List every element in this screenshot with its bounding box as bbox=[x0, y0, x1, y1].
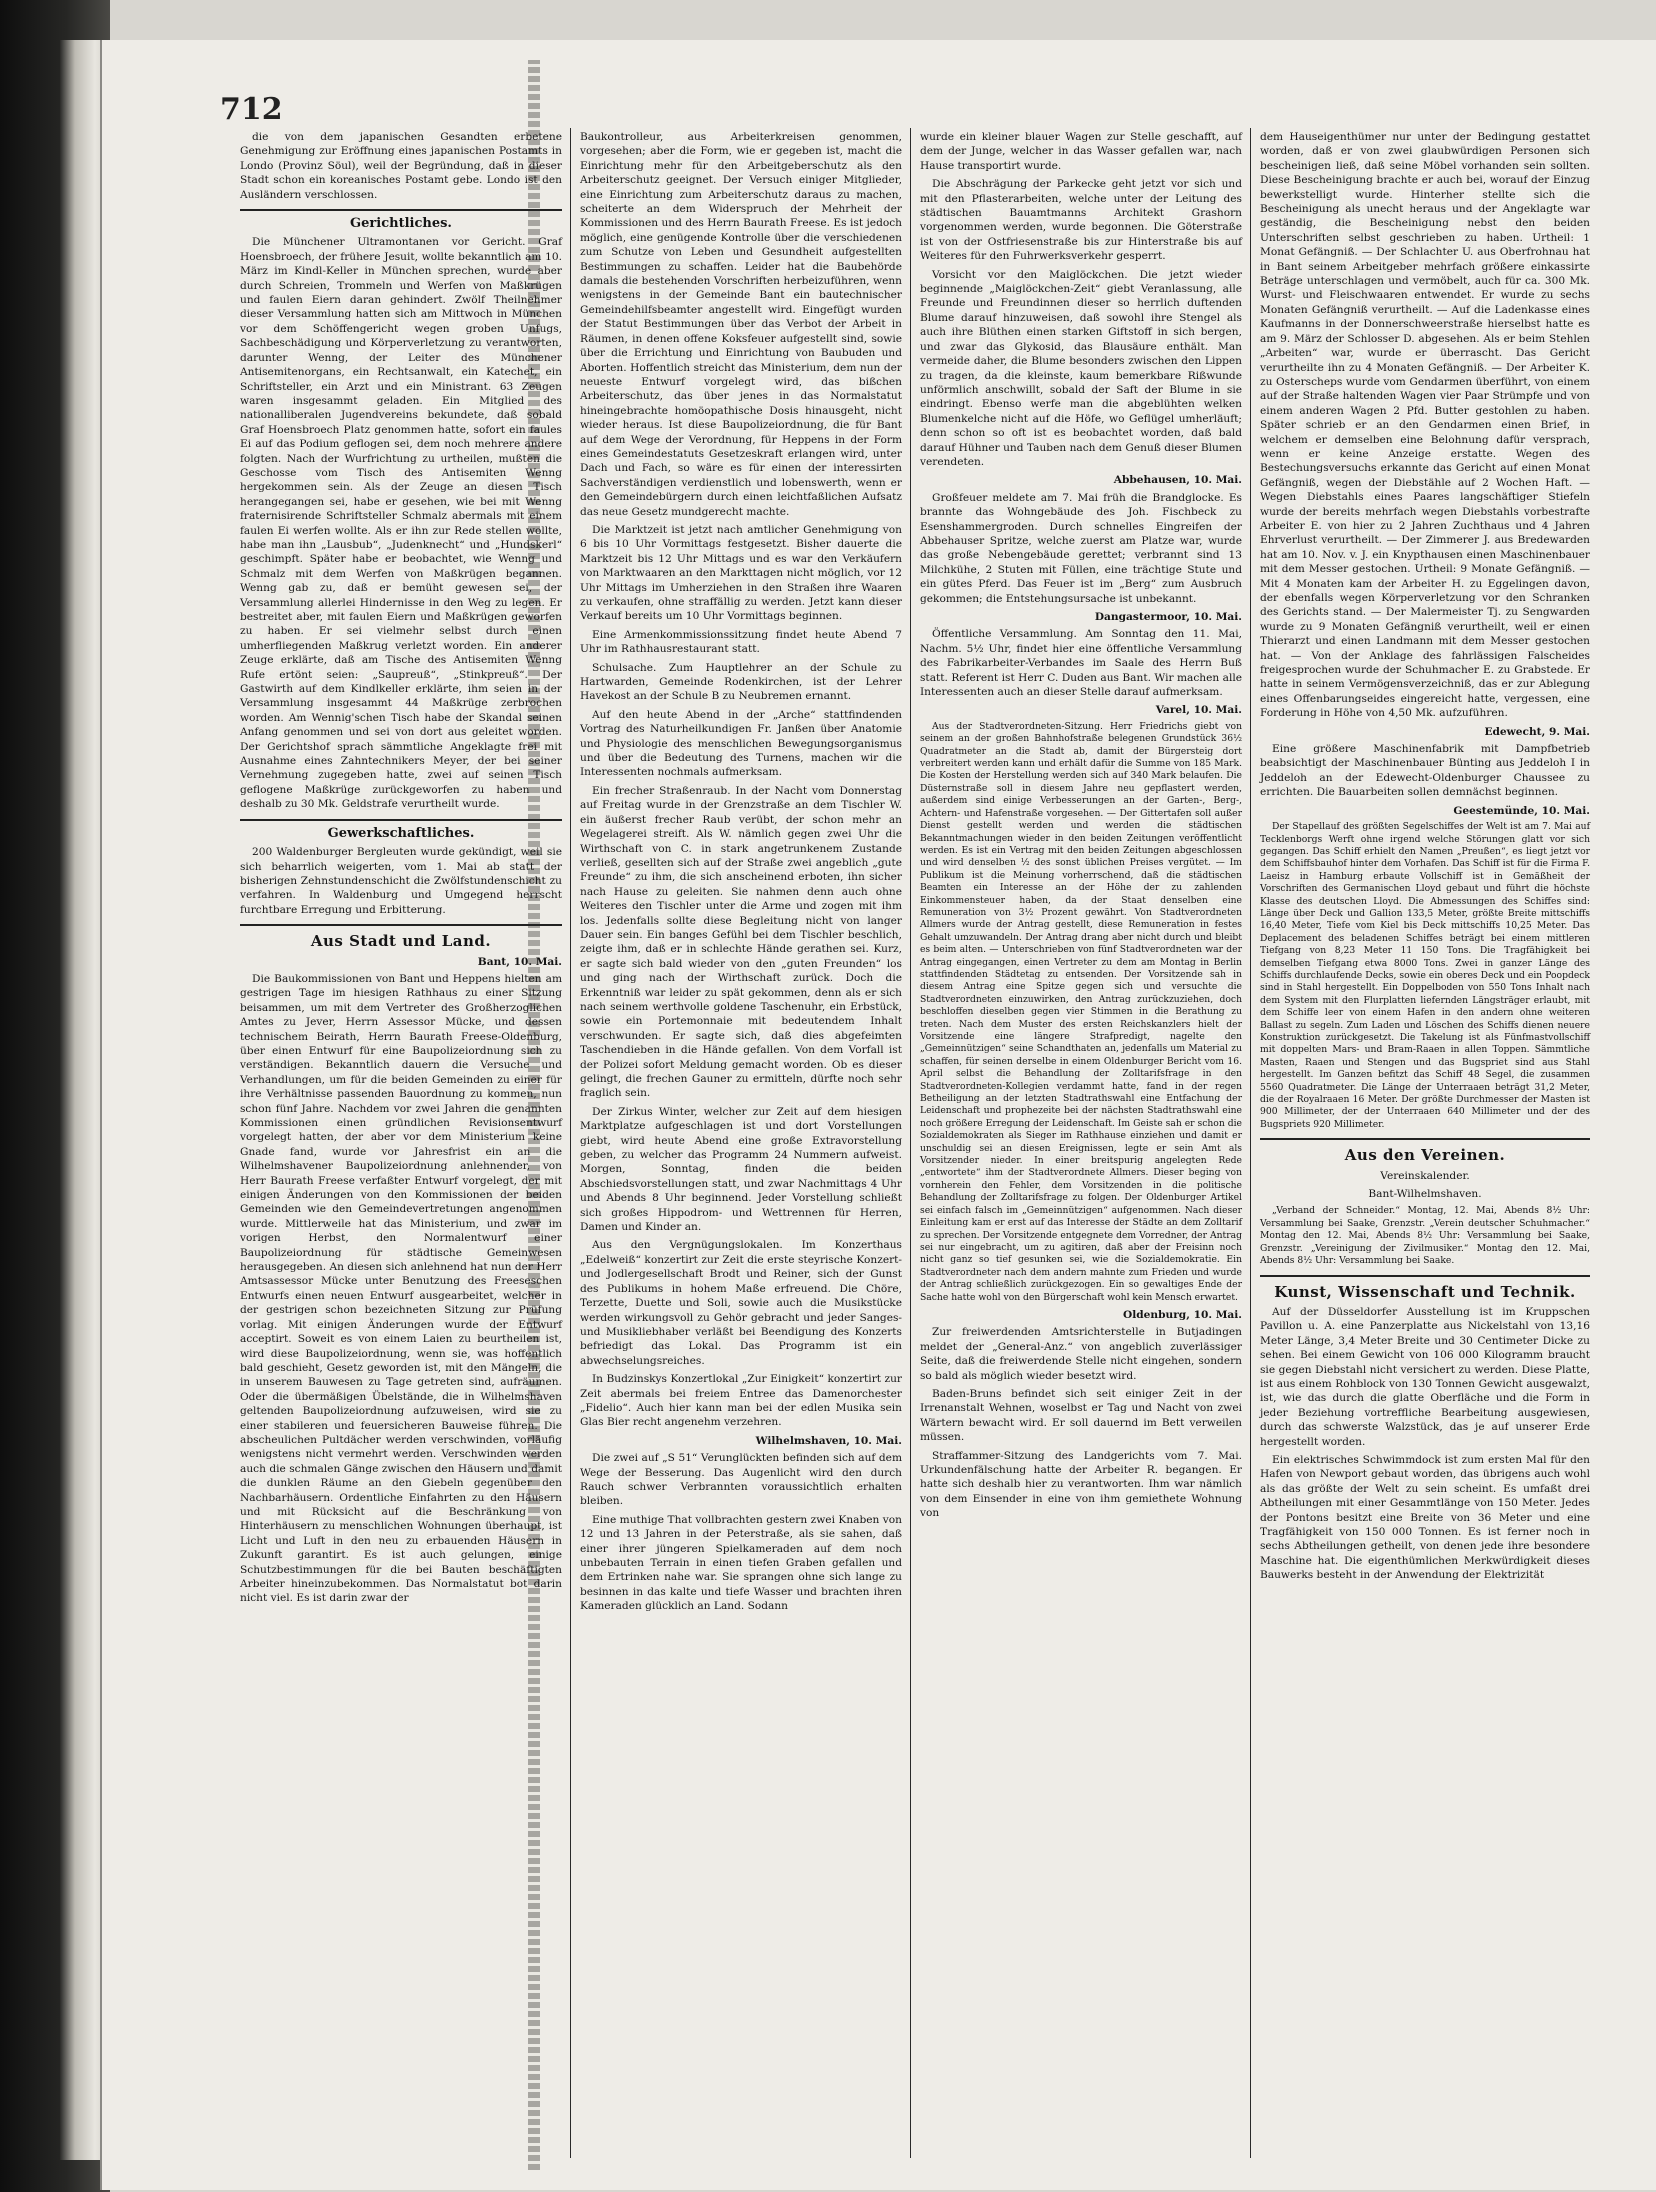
article-text: Der Stapellauf des größten Segelschiffes der Welt ist am 7. Mai auf Tecklenborgs Werft ohne irgend welche Störungen glatt vor sich gegangen. Das Schiff erhielt den Namen „Preußen“, es liegt jetzt vor dem Schiffsbauhof hinter dem Vorhafen. Das Schiff ist für die Firma F. Laeisz in Hamburg erbaute Vollschiff ist in Gemäßheit der Vorschriften des Germanischen Lloyd gebaut und führt die höchste Klasse des deutschen Lloyd. Die Abmessungen des Schiffes sind: Länge über Deck und Gallion 133,5 Meter, größte Breite mittschiffs 16,40 Meter, Tiefe vom Kiel bis Deck mittschiffs 10,25 Meter. Das Deplacement des beladenen Schiffes beträgt bei einem mittleren Tiefgang von 8,23 Meter 11 150 Tons. Die Tragfähigkeit bei demselben Tiefgang etwa 8000 Tons. Zwei in ganzer Länge des Schiffs durchlaufende Decks, sowie ein oberes Deck und ein Poopdeck sind in Stahl hergestellt. Ein Doppelboden von 550 Tons Inhalt nach dem System mit den Flurplatten liefernden Längsträger erlaubt, mit dem Schiffe leer von einem Hafen in den andern ohne weiteren Ballast zu segeln. Zum Laden und Löschen des Schiffs dienen neuere Konstruktion zurückgesetzt. Die Takelung ist als Fünfmastvollschiff mit doppelten Mars- und Bram-Raaen in allen Toppen. Sämmtliche Masten, Raaen und Stengen und das Bugspriet sind aus Stahl hergestellt. Im Ganzen befitzt das Schiff 48 Segel, die zusammen 5560 Quadratmeter. Die Länge der Unterraaen beträgt 31,2 Meter, die der Royalraaen 16 Meter. Der größte Durchmesser der Masten ist 900 Millimeter, der der Unterraaen 640 Millimeter und der des Bugspriets 920 Millimeter. bbox=[1260, 821, 1590, 1130]
dateline: Edewecht, 9. Mai. bbox=[1484, 725, 1590, 738]
column-4 bbox=[1260, 130, 1590, 1587]
column-rule bbox=[910, 128, 911, 2158]
article-text: Auf der Düsseldorfer Ausstellung ist im Kruppschen Pavillon u. A. eine Panzerplatte aus Nickelstahl von 13,16 Meter Länge, 3,4 Meter Breite und 30 Centimeter Dicke zu sehen. Bei einem Gewicht von 106 000 Kilogramm braucht sie gegen Diebstahl nicht versichert zu werden. Diese Platte, ist aus einem Rohblock von 130 Tonnen Gewicht ausgewalzt, ist, wie das durch die glatte Oberfläche und die Form in jeder Beziehung vortreffliche Bearbeitung ausgewiesen, durch das schwerste Walzstück, das je auf unserer Erde hergestellt worden. bbox=[1260, 1305, 1590, 1448]
subheading: Vereinskalender. bbox=[1380, 1169, 1470, 1182]
dateline: Varel, 10. Mai. bbox=[1155, 704, 1242, 717]
article-text: Großfeuer meldete am 7. Mai früh die Brandglocke. Es brannte das Wohngebäude des Joh. Fischbeck zu Esenshammergroden. Durch schnelles Eingreifen der Abbehauser Spritze, welche zuerst am Platze war, wurde das große Nebengebäude gerettet; verbrannt sind 13 Milchkühe, 2 Stuten mit Füllen, eine trächtige Stute und ein gütes Pferd. Das Feuer ist im „Berg“ zum Ausbruch gekommen; die Entstehungsursache ist unbekannt. bbox=[920, 491, 1242, 605]
dateline: Wilhelmshaven, 10. Mai. bbox=[755, 1434, 902, 1447]
article-text: Die Münchener Ultramontanen vor Gericht. Graf Hoensbroech, der frühere Jesuit, wollte bekanntlich am 10. März im Kindl-Keller in München sprechen, wurde aber durch Schreien, Trommeln und Werfen von Maßkrügen und faulen Eiern daran gehindert. Zwölf Theilnehmer dieser Versammlung hatten sich am Mittwoch in München vor dem Schöffengericht wegen groben Unfugs, Sachbeschädigung und Körperverletzung zu verantworten, darunter Wenng, der Leiter des Münchener Antisemitenorgans, ein Rechtsanwalt, ein Katechet, ein Schriftsteller, ein Arzt und ein Ministrant. 63 Zeugen waren insgesammt geladen. Ein Mitglied des nationalliberalen Jugendvereins bekundete, daß sobald Graf Hoensbroech Platz genommen hatte, sofort ein faules Ei auf das Podium geflogen sei, dem noch mehrere andere folgten. Nach der Wurfrichtung zu urtheilen, mußten die Geschosse vom Tisch des Antisemiten Wenng hergekommen sein. Als der Zeuge an diesen Tisch herangegangen sei, habe er gesehen, wie bei mit Wenng fraternisirende Schriftsteller Schmalz abermals mit einem faulen Ei werfen wollte. Als er ihn zur Rede stellen wollte, habe man ihn „Lausbub“, „Judenknecht“ und „Hundskerl“ geschimpft. Später habe er beobachtet, wie Wenng und Schmalz mit dem Werfen von Maßkrügen begannen. Wenng gab zu, daß er bemüht gewesen sei, der Versammlung allerlei Hindernisse in den Weg zu legen. Er bestreitet aber, mit faulen Eiern und Maßkrügen geworfen zu haben. Er sei vielmehr selbst durch einen umherfliegenden Maßkrug verletzt worden. Ein anderer Zeuge erklärte, daß am Tische des Antisemiten Wenng Rufe ertönt seien: „Saupreuß“, „Stinkpreuß“. Der Gastwirth auf dem Kindlkeller erklärte, ihm seien in der Versammlung insgesammt 44 Maßkrüge zerbrochen worden. Am Wennig'schen Tisch habe der Skandal seinen Anfang genommen und sei von dort aus geleitet worden. Der Gerichtshof sprach sämmtliche Angeklagte frei mit Ausnahme eines Zahntechnikers Meyer, der bei seiner Vernehmung zugegeben hatte, zwei auf seinen Tisch geflogene Maßkrüge zurückgeworfen zu haben und deshalb zu 30 Mk. Geldstrafe verurtheilt wurde. bbox=[240, 236, 562, 811]
article-text: Öffentliche Versammlung. Am Sonntag den 11. Mai, Nachm. 5½ Uhr, findet hier eine öffentliche Versammlung des Fabrikarbeiter-Verbandes im Saale des Herrn Buß statt. Referent ist Herr C. Duden aus Bant. Wir machen alle Interessenten auch an dieser Stelle darauf aufmerksam. bbox=[920, 628, 1242, 699]
article-text: dem Hauseigenthümer nur unter der Bedingung gestattet worden, daß er von zwei glaubwürdigen Personen sich bescheinigen ließ, daß seine Möbel vorhanden sein sollten. Diese Bescheinigung brachte er auch bei, worauf der Einzug bewerkstelligt wurde. Hinterher stellte sich die Bescheinigung als unecht heraus und der Angeklagte war geständig, die Bescheinigung nebst den beiden Unterschriften selbst geschrieben zu haben. Urtheil: 1 Monat Gefängniß. — Der Schlachter U. aus Oberfrohnau hat in Bant seinem Arbeitgeber mehrfach größere einkassirte Beträge unterschlagen und vermöbelt, auch für ca. 300 Mk. Wurst- und Fleischwaaren entwendet. Er wurde zu sechs Monaten Gefängniß verurtheilt. — Auf die Ladenkasse eines Kaufmanns in der Donnerschweerstraße hierselbst hatte es am 9. März der Schlosser D. abgesehen. Als er beim Stehlen „Arbeiten“ war, wurde er überrascht. Das Gericht verurtheilte ihn zu 4 Monaten Gefängniß. — Der Arbeiter K. zu Osterscheps wurde vom Gendarmen überführt, von einem auf der Straße haltenden Wagen vier Paar Strümpfe und von einem anderen Wagen 2 Pfd. Butter gestohlen zu haben. Später schrieb er an den Gendarmen einen Brief, in welchem er demselben eine Belohnung dafür versprach, wenn er keine Anzeige erstatte. Wegen des Bestechungsversuchs erkannte das Gericht auf einen Monat Gefängniß, wegen der Diebstähle auf 2 Wochen Haft. — Wegen Diebstahls eines Paares langschäftiger Stiefeln wurde der bereits mehrfach wegen Diebstahls vorbestrafte Arbeiter E. von hier zu 2 Jahren Zuchthaus und 4 Jahren Ehrverlust verurtheilt. — Der Zimmerer J. aus Bredewarden hat am 10. Nov. v. J. ein Knypthausen einen Maschinenbauer mit dem Messer gestochen. Urtheil: 9 Monate Gefängniß. — Mit 4 Monaten kam der Arbeiter H. zu Eggelingen davon, der ebenfalls wegen Körperverletzung vor den Schranken des Gerichts stand. — Der Malermeister Tj. zu Sengwarden wurde zu 9 Monaten Gefängniß verurtheilt, weil er einen Thierarzt und einen Landmann mit dem Messer gestochen hat. — Von der Anklage des fahrlässigen Falscheides freigesprochen wurde der Schuhmacher E. zu Grabstede. Er hatte in seinem Vermögensverzeichniß, das er zur Ablegung eines Offenbarungseides eingereicht hatte, vergessen, eine Forderung in Höhe von 4,50 Mk. aufzuführen. bbox=[1260, 131, 1590, 720]
divider bbox=[1260, 1275, 1590, 1277]
section-heading: Aus den Vereinen. bbox=[1344, 1146, 1506, 1165]
divider bbox=[240, 924, 562, 926]
subheading: Bant-Wilhelmshaven. bbox=[1368, 1188, 1482, 1201]
article-text: Ein elektrisches Schwimmdock ist zum ersten Mal für den Hafen von Newport gebaut worden, das übrigens auch wohl als das größte der Welt zu sein scheint. Es umfaßt drei Abtheilungen mit einer Gesammtlänge von 150 Meter. Jedes der Pontons besitzt eine Breite von 36 Meter und eine Tragfähigkeit von 150 000 Tonnen. Es ist ferner noch in sechs Abtheilungen getheilt, von denen jede ihre besondere Maschine hat. Die eigenthümlichen Merkwürdigkeit dieses Bauwerks besteht in der Anwendung der Elektrizität bbox=[1260, 1453, 1590, 1582]
article-text: Die Abschrägung der Parkecke geht jetzt vor sich und mit den Pflasterarbeiten, welche unter der Leitung des städtischen Bauamtmanns Architekt Grashorn vorgenommen werden, wurde begonnen. Die Göterstraße ist von der Ostfriesenstraße bis zur Hinterstraße bis auf Weiteres für den Fuhrwerksverkehr gesperrt. bbox=[920, 178, 1242, 263]
article-text: Eine Armenkommissionssitzung findet heute Abend 7 Uhr im Rathhausrestaurant statt. bbox=[580, 628, 902, 656]
article-text: wurde ein kleiner blauer Wagen zur Stelle geschafft, auf dem der Junge, welcher in das Wasser gefallen war, nach Hause transportirt wurde. bbox=[920, 131, 1242, 172]
article-text: Schulsache. Zum Hauptlehrer an der Schule zu Hartwarden, Gemeinde Rodenkirchen, ist der Lehrer Havekost an der Schule B zu Neubremen ernannt. bbox=[580, 661, 902, 703]
dateline: Abbehausen, 10. Mai. bbox=[1113, 474, 1242, 487]
article-text: Auf den heute Abend in der „Arche“ stattfindenden Vortrag des Naturheilkundigen Fr. Janßen über Anatomie und Physiologie des menschlichen Bewegungsorganismus und über die Bedeutung des Turnens, machen wir die Interessenten nochmals aufmerksam. bbox=[580, 708, 902, 779]
intro-text: die von dem japanischen Gesandten erbetene Genehmigung zur Eröffnung eines japanischen Postamts in Londo (Provinz Söul), weil der Begründung, daß in dieser Stadt schon ein koreanisches Postamt gebe. Londo ist den Ausländern verschlossen. bbox=[240, 131, 562, 201]
article-text: Die zwei auf „S 51“ Verunglückten befinden sich auf dem Wege der Besserung. Das Augenlicht wird den durch Rauch schwer Verbrannten voraussichtlich erhalten bleiben. bbox=[580, 1452, 902, 1508]
divider bbox=[1260, 1138, 1590, 1140]
page-number: 712 bbox=[220, 92, 283, 127]
article-text: Ein frecher Straßenraub. In der Nacht vom Donnerstag auf Freitag wurde in der Grenzstraße an dem Tischler W. ein äußerst frecher Raub verübt, der schon mehr an Wegelagerei streift. Als W. nämlich gegen zwei Uhr die Wirthschaft von C. in stark angetrunkenem Zustande verließ, gesellten sich auf der Straße zwei angeblich „gute Freunde“ zu ihm, die sich anscheinend erboten, ihn sicher nach Hause zu geleiten. Sie nahmen denn auch ohne Weiteres den Tischler unter die Arme und zogen mit ihm los. Jedenfalls sollte diese Begleitung nicht von langer Dauer sein. Ein banges Gefühl bei dem Tischler beschlich, zeigte ihm, daß er in schlechte Hände gerathen sei. Kurz, er sagte sich bald wieder von den „guten Freunden“ los und ging nach der Wirthschaft zurück. Doch die Erkenntniß war leider zu spät gekommen, denn als er sich nach seinem werthvolle goldene Taschenuhr, ein Erbstück, sowie ein Portemonnaie mit bedeutendem Inhalt verschwunden. Er sagte sich, daß dies abgefeimten Taschendieben in die Hände gefallen. Von dem Vorfall ist der Polizei sofort Meldung gemacht worden. Ob es dieser gelingt, die frechen Gauner zu ermitteln, dürfte noch sehr fraglich sein. bbox=[580, 784, 902, 1100]
article-text: Straffammer-Sitzung des Landgerichts vom 7. Mai. Urkundenfälschung hatte der Arbeiter R. begangen. Er hatte sich deshalb hier zu verantworten. Ihm war nämlich von dem Einsender in eine von ihm gemiethete Wohnung von bbox=[920, 1449, 1242, 1520]
article-text: In Budzinskys Konzertlokal „Zur Einigkeit“ konzertirt zur Zeit abermals bei freiem Entree das Damenorchester „Fidelio“. Auch hier kann man bei der edlen Musika sein Glas Bier recht angenehm verzehren. bbox=[580, 1373, 902, 1429]
article-text: Aus den Vergnügungslokalen. Im Konzerthaus „Edelweiß“ konzertirt zur Zeit die erste steyrische Konzert- und Jodlergesellschaft Brodt und Reiner, sich der Gunst des Publikums in hohem Maße erfreuend. Die Chöre, Terzette, Duette und Soli, sowie auch die Musikstücke werden wirkungsvoll zu Gehör gebracht und jeder Sanges- und Musikliebhaber verläßt bei Beendigung des Konzerts befriedigt das Lokal. Das Programm ist ein abwechselungsreiches. bbox=[580, 1239, 902, 1367]
column-1 bbox=[240, 130, 562, 1610]
divider bbox=[240, 819, 562, 821]
section-heading: Gewerkschaftliches. bbox=[327, 825, 475, 841]
divider bbox=[240, 209, 562, 211]
article-text: Baden-Bruns befindet sich seit einiger Zeit in der Irrenanstalt Wehnen, woselbst er Tag und Nacht von zwei Wärtern bewacht wird. Er soll dauernd im Bett verweilen müssen. bbox=[920, 1387, 1242, 1444]
dateline: Bant, 10. Mai. bbox=[477, 955, 562, 968]
column-3 bbox=[920, 130, 1242, 1525]
calendar-text: „Verband der Schneider.“ Montag, 12. Mai, Abends 8½ Uhr: Versammlung bei Saake, Grenzstr. „Verein deutscher Schuhmacher.“ Montag den 12. Mai, Abends 8½ Uhr: Versammlung bei Saake, Grenzstr. „Vereinigung der Zivilmusiker.“ Montag den 12. Mai, Abends 8½ Uhr: Versammlung bei Saake. bbox=[1260, 1205, 1590, 1267]
article-text: Der Zirkus Winter, welcher zur Zeit auf dem hiesigen Marktplatze aufgeschlagen ist und dort Vorstellungen giebt, wird heute Abend eine große Extravorstellung geben, zu welcher das Programm 24 Nummern aufweist. Morgen, Sonntag, finden die beiden Abschiedsvorstellungen statt, und zwar Nachmittags 4 Uhr und Abends 8 Uhr beginnend. Jeder Vorstellung schließt sich großes Hippodrom- und Wettrennen für Herren, Damen und Kinder an. bbox=[580, 1105, 902, 1234]
article-text: Eine größere Maschinenfabrik mit Dampfbetrieb beabsichtigt der Maschinenbauer Bünting aus Jeddeloh I in Jeddeloh an der Edewecht-Oldenburger Chaussee zu errichten. Die Bauarbeiten sollen demnächst beginnen. bbox=[1260, 743, 1590, 799]
section-heading: Aus Stadt und Land. bbox=[310, 932, 492, 951]
column-2 bbox=[580, 130, 902, 1618]
column-rule bbox=[570, 128, 571, 2158]
article-text: Zur freiwerdenden Amtsrichterstelle in Butjadingen meldet der „General-Anz.“ von angeblich zuverlässiger Seite, daß die freiwerdende Stelle nicht eingehen, sondern so bald als möglich wieder besetzt wird. bbox=[920, 1326, 1242, 1382]
article-text: Die Baukommissionen von Bant und Heppens hielten am gestrigen Tage im hiesigen Rathhaus zu einer Sitzung beisammen, um mit dem Vertreter des Großherzoglichen Amtes zu Jever, Herrn Assessor Mücke, und dessen technischem Beirath, Herrn Baurath Freese-Oldenburg, über einen Entwurf für eine Baupolizeiordnung sich zu verständigen. Bekanntlich dauern die Versuche und Verhandlungen, um für die beiden Gemeinden zu einer für ihre Verhältnisse passenden Bauordnung zu kommen, nun schon fünf Jahre. Nachdem vor zwei Jahren die genannten Kommissionen einen gründlichen Revisionsentwurf vorgelegt hatten, der aber vor dem Ministerium keine Gnade fand, wurde vor Jahresfrist ein an die Wilhelmshavener Baupolizeiordnung anlehnender, von Herr Baurath Freese verfaßter Entwurf vorgelegt, der mit einigen Änderungen von den Kommissionen der beiden Gemeinden wie den Gemeindevertretungen angenommen wurde. Mittlerweile hat das Ministerium, und zwar im vorigen Herbst, den Normalentwurf einer Baupolizeiordnung für städtische Gemeinwesen herausgegeben. An diesen sich anlehnend hat nun der Herr Amtsassessor Mücke unter Benutzung des Freeseschen Entwurfs einen neuen Entwurf ausgearbeitet, welcher in der gestrigen schon bezeichneten Sitzung zur Prüfung vorlag. Mit einigen Änderungen wurde der Entwurf acceptirt. Soweit es von einem Laien zu beurtheilen ist, wird diese Baupolizeiordnung, wenn sie, was hoffentlich bald geschieht, Gesetz geworden ist, mit den Mängeln, die in unserem Bauwesen zu Tage getreten sind, aufräumen. Oder die übermäßigen Übelstände, die in Wilhelmshaven geltenden Baupolizeiordnung aufzuweisen, wird sie zu einer stabileren und feuersicheren Bauweise führen. Die abscheulichen Pultdächer werden verschwinden, vorläufig wenigstens nicht vermehrt werden. Verschwinden werden auch die schmalen Gänge zwischen den Häusern und damit die dunklen Räume an den Giebeln gegenüber den Nachbarhäusern. Ordentliche Einfahrten zu den Häusern und mit Rücksicht auf die Beschränkung von Hinterhäusern zu menschlichen Wohnungen überhaupt, ist Licht und Luft in den neu zu erbauenden Häusern in Zukunft garantirt. Es ist auch gelungen, einige Schutzbestimmungen für die bei Bauten beschäftigten Arbeiter hineinzubekommen. Das Normalstatut bot darin nicht viel. Es ist darin zwar der bbox=[240, 972, 562, 1605]
dateline: Geestemünde, 10. Mai. bbox=[1453, 804, 1590, 817]
section-heading: Kunst, Wissenschaft und Technik. bbox=[1274, 1282, 1576, 1301]
article-text: Baukontrolleur, aus Arbeiterkreisen genommen, vorgesehen; aber die Form, wie er gegeben ist, macht die Einrichtung mehr für den Arbeitgeberschutz als den Arbeiterschutz geeignet. Der Versuch einiger Mitglieder, eine Einrichtung zum Arbeiterschutz daraus zu machen, scheiterte an dem Widerspruch der Mehrheit der Kommissionen und des Herrn Baurath Freese. Es ist jedoch möglich, eine genügende Kontrolle über die verschiedenen zum Schutze von Leben und Gesundheit aufgestellten Bestimmungen zu schaffen. Leider hat die Baubehörde damals die bestehenden Vorschriften herbeizuführen, wenn wenigstens in der Gemeinde Bant ein bautechnischer Gemeindehilfsbeamter angestellt wird. Eingefügt wurden der Statut Bestimmungen über das Verbot der Arbeit in Räumen, in denen offene Koksfeuer aufgestellt sind, sowie über die Errichtung und Einrichtung von Baubuden und Aborten. Hoffentlich streicht das Ministerium, dem nun der neueste Entwurf vorgelegt wird, das bißchen Arbeiterschutz, das über jenes in das Normalstatut hineingebrachte homöopathische Dosis hinausgeht, nicht wieder heraus. Ist diese Baupolizeiordnung, die für Bant auf dem Wege der Verordnung, für Heppens in der Form eines Gemeindestatuts Gesetzeskraft erlangen wird, unter Dach und Fach, so wäre es für einen der interessirten Sachverständigen verdienstlich und lobenswerth, wenn er den Gemeindebürgern durch einen leichtfaßlichen Aufsatz das neue Gesetz mundgerecht machte. bbox=[580, 131, 902, 518]
article-text: Vorsicht vor den Maiglöckchen. Die jetzt wieder beginnende „Maiglöckchen-Zeit“ giebt Veranlassung, alle Freunde und Freundinnen dieser so herrlich duftenden Blume darauf hinzuweisen, daß sowohl ihre Stengel als auch ihre Blüthen einen starken Giftstoff in sich bergen, und zwar das Glykosid, das Blausäure enthält. Man vermeide daher, die Blume besonders zwischen den Lippen zu tragen, da die kleinste, kaum bemerkbare Rißwunde unförmlich anschwillt, sobald der Saft der Blume in sie eindringt. Ebenso werfe man die abgeblühten welken Blumenkelche nicht auf die Höfe, wo Geflügel umherläuft; denn schon so oft ist es beobachtet worden, daß bald darauf Hühner und Tauben nach dem Genuß dieser Blumen verendeten. bbox=[920, 268, 1242, 468]
article-text: Aus der Stadtverordneten-Sitzung. Herr Friedrichs giebt von seinem an der großen Bahnhofstraße belegenen Grundstück 36½ Quadratmeter an die Stadt ab, damit der Bürgersteig dort verbreitert werden kann und erhält dafür die Summe von 185 Mark. Die Kosten der Herstellung werden sich auf 340 Mark belaufen. Die Düsternstraße soll in diesem Jahre neu gepflastert werden, außerdem sind einige Verbesserungen an der Garten-, Berg-, Achtern- und Hafenstraße vorgesehen. — Der Gittertafen soll außer Dienst gestellt werden und werden die städtischen Bekanntmachungen wieder in den beiden Zeitungen veröffentlicht werden. Es ist ein Vertrag mit den beiden Zeitungen abgeschlossen und wird denselben ½ des sonst üblichen Preises vergütet. — Im Publikum ist die Meinung vorherrschend, daß die städtischen Beamten ein Interesse an der Höhe der zu zahlenden Einkommensteuer haben, da der Staat denselben eine Remuneration von 3½ Prozent gewährt. Von Stadtverordneten Allmers wurde der Antrag gestellt, diese Remuneration in festes Gehalt umzuwandeln. Der Antrag drang aber nicht durch und bleibt es beim alten. — Unterschrieben von fünf Stadtverordneten war der Antrag eingegangen, einen Vertreter zu dem am Montag in Berlin stattfindenden Städtetag zu entsenden. Der Vorsitzende sah in diesem Antrag eine Spitze gegen sich und versuchte die Stadtverordneten einzuwirken, den Antrag zurückzuziehen, doch beschloffen dieselben gegen vier Stimmen in die Berathung zu treten. Nach dem Muster des ersten Reichskanzlers hielt der Vorsitzende eine längere Strafpredigt, nagelte den „Gemeinnützigen“ seine Schandthaten an, jedenfalls um Material zu schaffen, für seinen derselbe in einem Oldenburger Bericht vom 16. April selbst die Behandlung der Zolltarifsfrage in den Stadtverordneten-Kollegien verdammt hatte, fand in der regen Betheiligung an der letzten Stadtrathswahl eine Entfachung der Leidenschaft und prophezeite bei der nächsten Stadtrathswahl eine noch größere Erregung der Leidenschaft. Im Geiste sah er schon die Sozialdemokraten als Sieger im Rathhause einziehen und damit er unschuldig sei an diesen Ereignissen, legte er sein Amt als Vorsitzender nieder. In einer breitspurig angelegten Rede „entwortete“ ihm der Stadtverordnete Allmers. Dieser beging von vornherein den Fehler, dem Vorsitzenden in die politische Behandlung der Zolltarifsfrage zu folgen. Der Oldenburger Artikel sei einfach falsch im „Gemeinnützigen“ aufgenommen. Nach dieser Einleitung kam er erst auf das Interesse der Städte an dem Zolltarif zu sprechen. Der Vorsitzende entgegnete dem Vorredner, der Antrag sei nur eingebracht, um zu agitiren, daß aber der Freisinn noch nicht ganz so tief gesunken sei, wie die Sozialdemokratie. Ein Stadtverordneter nach dem andern mahnte zum Frieden und wurde der Antrag schließlich zurückgezogen. Ein so gewaltiges Ende der Sache hatte wohl von den Bürgerschaft wohl kein Mensch erwartet. bbox=[920, 720, 1242, 1303]
article-text: Eine muthige That vollbrachten gestern zwei Knaben von 12 und 13 Jahren in der Peterstraße, als sie sahen, daß einer ihrer jüngeren Spielkameraden auf dem noch unbebauten Terrain in einen tiefen Graben gefallen und dem Ertrinken nahe war. Sie sprangen ohne sich lange zu besinnen in das kalte und tiefe Wasser und brachten ihren Kameraden glücklich an Land. Sodann bbox=[580, 1513, 902, 1613]
section-heading: Gerichtliches. bbox=[350, 216, 452, 232]
article-text: 200 Waldenburger Bergleuten wurde gekündigt, weil sie sich beharrlich weigerten, vom 1. Mai ab statt der bisherigen Zehnstundenschicht die Zwölfstundenschicht zu verfahren. In Waldenburg und Umgegend herrscht furchtbare Erregung und Erbitterung. bbox=[240, 846, 562, 916]
article-text: Die Marktzeit ist jetzt nach amtlicher Genehmigung von 6 bis 10 Uhr Vormittags festgesetzt. Bisher dauerte die Marktzeit bis 12 Uhr Mittags und es war den Verkäufern von Marktwaaren an den Markttagen nicht möglich, vor 12 Uhr Mittags im Umherziehen in den Straßen ihre Waaren zu verkaufen, ohne straffällig zu werden. Jetzt kann dieser Verkauf bereits um 10 Uhr Vormittags beginnen. bbox=[580, 523, 902, 623]
column-rule bbox=[1250, 128, 1251, 2158]
dateline: Oldenburg, 10. Mai. bbox=[1123, 1308, 1242, 1321]
dateline: Dangastermoor, 10. Mai. bbox=[1094, 611, 1242, 623]
